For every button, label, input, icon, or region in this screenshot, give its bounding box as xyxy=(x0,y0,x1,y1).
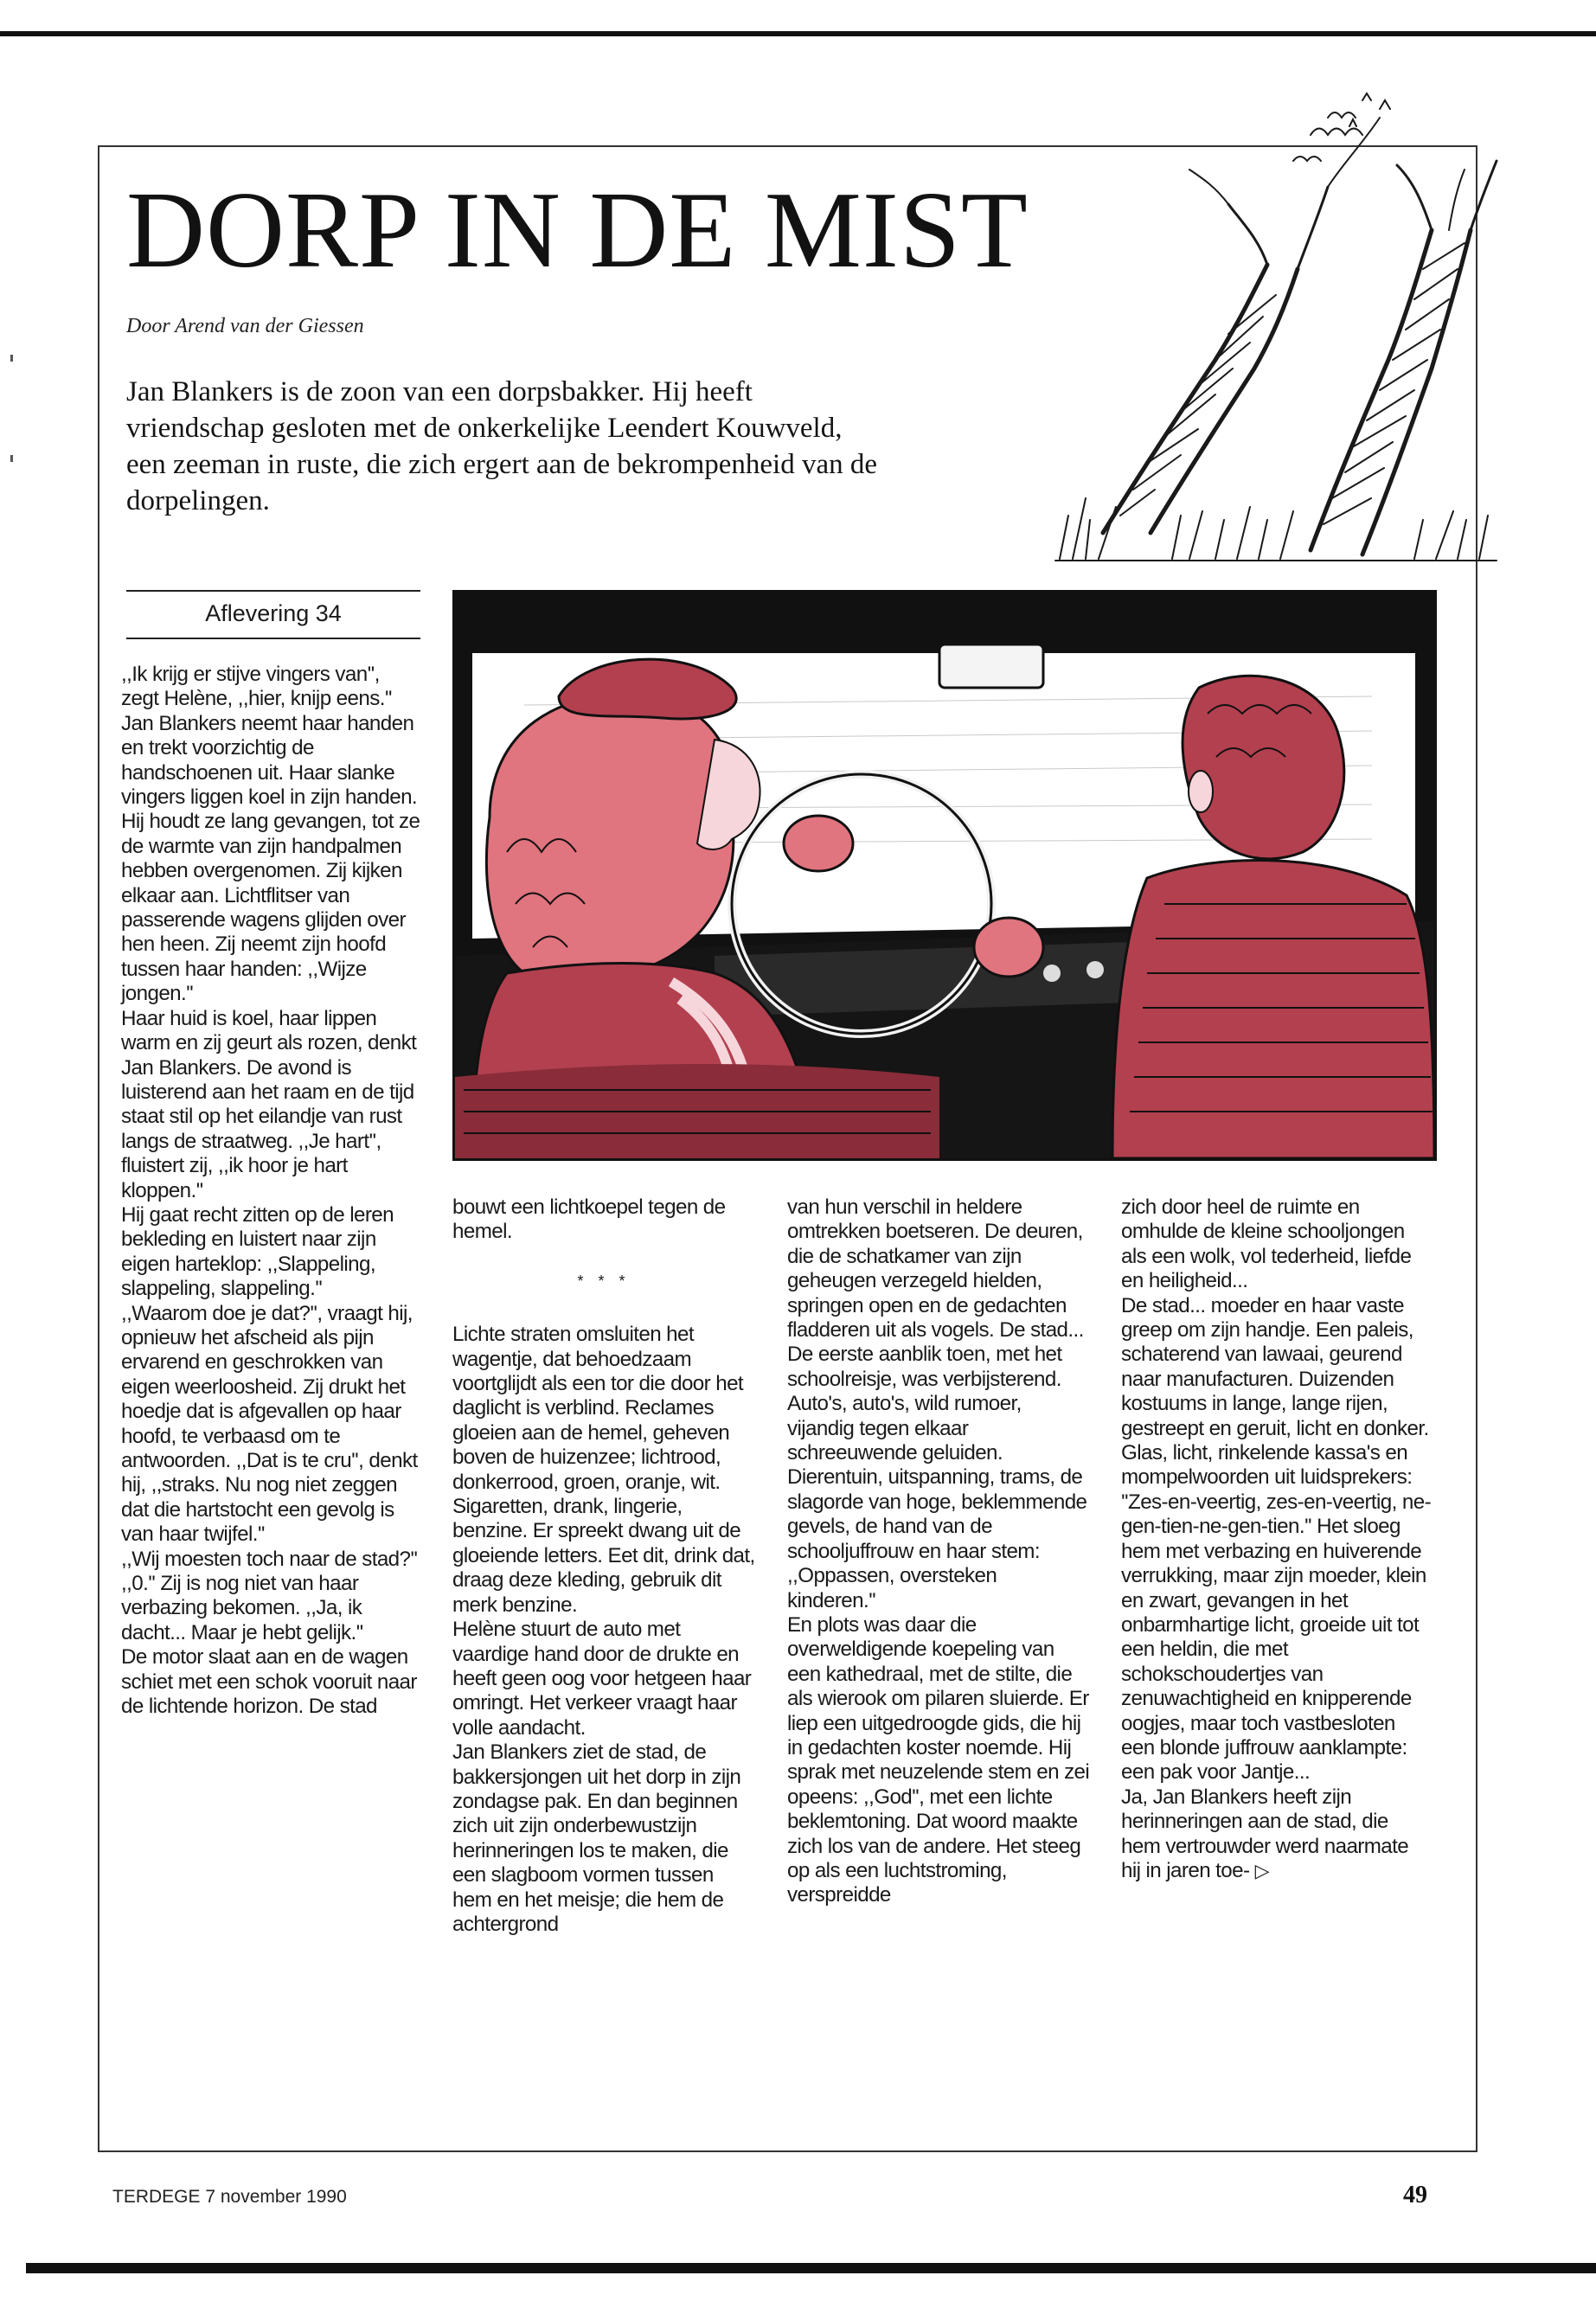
paragraph-text: Ja, Jan Blankers heeft zijn herinneringen aan de stad, die hem vertrouwder werd naarmate hij in jaren toe- xyxy=(1121,1785,1409,1882)
text-column-2 xyxy=(452,1195,755,1937)
episode-label: Aflevering 34 xyxy=(205,600,342,626)
continue-arrow-icon: ▷ xyxy=(1254,1859,1269,1881)
paragraph: Lichte straten omsluiten het wagentje, dat behoedzaam voortglijdt als een tor die door het daglicht is verblind. Reclames gloeien aan de hemel, geheven boven de huizenzee; lichtrood, donkerrood, groen, oranje, wit. Sigaretten, drank, lingerie, benzine. Er spreekt dwang uit de gloeiende letters. Eet dit, drink dat, draag deze kleding, gebruik dit merk benzine. xyxy=(452,1323,755,1617)
paragraph: van hun verschil in heldere omtrekken boetseren. De deuren, die de schatkamer van zijn geheugen verzegeld hielden, springen open en de gedachten fladderen uit als vogels. De stad... De eerste aanblik toen, met het schoolreisje, was verbijsterend. Auto's, auto's, wild rumoer, vijandig tegen elkaar schreeuwende geluiden. Dierentuin, uitspanning, trams, de slagorde van hoge, beklemmende gevels, de hand van de schooljuffrouw en haar stem: ,,Oppassen, oversteken kinderen.'' xyxy=(787,1195,1087,1612)
paragraph: bouwt een lichtkoepel tegen de hemel. xyxy=(452,1195,726,1244)
paragraph: Helène stuurt de auto met vaardige hand door de drukte en heeft geen oog voor hetgeen haar omringt. Het verkeer vraagt haar volle aandacht. xyxy=(452,1618,752,1740)
paragraph: Jan Blankers ziet de stad, de bakkersjongen uit het dorp in zijn zondagse pak. En dan beginnen zich uit zijn onderbewustzijn herinneringen los te maken, die een slagboom vormen tussen hem en het meisje; die hem de achtergrond xyxy=(452,1740,741,1936)
paragraph: ,,Ik krijg er stijve vingers van'', zegt Helène, ,,hier, knijp eens.'' Jan Blankers neemt haar handen en trekt voorzichtig de handschoenen uit. Haar slanke vingers liggen koel in zijn handen. Hij houdt ze lang gevangen, tot ze de warmte van zijn handpalmen hebben overgenomen. Zij kijken elkaar aan. Lichtflitser van passerende wagens glijden over hen heen. Zij neemt zijn hoofd tussen haar handen: ,,Wijze jongen.'' xyxy=(121,663,420,1006)
text-column-1 xyxy=(121,663,422,1719)
byline: Door Arend van der Giessen xyxy=(126,315,364,337)
paragraph: zich door heel de ruimte en omhulde de kleine schooljongen als een wolk, vol tederheid, liefde en heiligheid... xyxy=(1121,1195,1412,1293)
text-column-4 xyxy=(1121,1195,1433,1883)
bottom-rule xyxy=(26,2263,1596,2273)
paragraph: ,,Waarom doe je dat?'', vraagt hij, opnieuw het afscheid als pijn ervarend en geschrokken van eigen weerloosheid. Zij drukt het hoedje dat is afgevallen op haar hoofd, te verbaasd om te antwoorden. ,,Dat is te cru'', denkt hij, ,,straks. Nu nog niet zeggen dat die hartstocht een gevolg is van haar twijfel.'' xyxy=(121,1301,418,1547)
text-column-3 xyxy=(787,1195,1090,1908)
publication-footer: TERDEGE 7 november 1990 xyxy=(112,2187,347,2207)
paragraph xyxy=(1121,1785,1433,1884)
paragraph: De stad... moeder en haar vaste greep om zijn handje. Een paleis, schaterend van lawaai, geurend naar manufacturen. Duizenden kostuums in lange, lange rijen, gestreept en geruit, licht en donker. Glas, licht, rinkelende kassa's en mompelwoorden uit luidsprekers: ''Zes-en-veertig, zes-en-veertig, ne-gen-tien-ne-gen-tien.'' Het sloeg hem met verbazing en huiverende verrukking, maar zijn moeder, klein en zwart, gevangen in het onbarmhartige licht, groeide uit tot een heldin, die met schokschoudertjes van zenuwachtigheid en knipperende oogjes, maar toch vastbesloten een blonde juffrouw aanklampte: een pak voor Jantje... xyxy=(1121,1293,1432,1785)
margin-mark xyxy=(10,455,13,462)
episode-rule-bottom xyxy=(126,638,420,639)
car-interior-drawing xyxy=(455,593,1434,1158)
page-number: 49 xyxy=(1403,2182,1427,2208)
intro-text: Jan Blankers is de zoon van een dorpsbakker. Hij heeft vriendschap gesloten met de onkerkelijke Leendert Kouwveld, een zeeman in ruste, die zich ergert aan de bekrompenheid van de dorpelingen. xyxy=(126,376,877,516)
section-separator: * * * xyxy=(577,1272,631,1290)
paragraph: ,,Wij moesten toch naar de stad?'' xyxy=(121,1547,418,1571)
paragraph: Haar huid is koel, haar lippen warm en zij geurt als rozen, denkt Jan Blankers. De avond is luisterend aan het raam en de tijd staat stil op het eilandje van rust langs de straatweg. ,,Je hart'', fluistert zij, ,,ik hoor je hart kloppen.'' xyxy=(121,1006,417,1202)
article-title: DORP IN DE MIST xyxy=(126,170,1029,291)
paragraph: En plots was daar die overweldigende koepeling van een kathedraal, met de stilte, die als wierook om pilaren sluierde. Er liep een uitgedroogde gids, die hij in gedachten koster noemde. Hij sprak met neuzelende stem en zei opeens: ,,God'', met een lichte beklemtoning. Dat woord maakte zich los van de andere. Het steeg op als een luchtstroming, verspreidde xyxy=(787,1612,1090,1907)
tree-illustration xyxy=(1051,83,1501,567)
margin-mark xyxy=(10,355,13,362)
paragraph: Hij gaat recht zitten op de leren bekleding en luistert naar zijn eigen harteklop: ,,Slappeling, slappeling, slappeling.'' xyxy=(121,1202,394,1301)
car-illustration xyxy=(452,590,1437,1161)
paragraph: ,,0.'' Zij is nog niet van haar verbazing bekomen. ,,Ja, ik dacht... Maar je hebt gelijk.'' xyxy=(121,1572,363,1644)
paragraph: De motor slaat aan en de wagen schiet met een schok vooruit naar de lichtende horizon. De stad xyxy=(121,1645,417,1719)
episode-rule-top xyxy=(126,590,420,592)
top-rule xyxy=(0,31,1596,36)
